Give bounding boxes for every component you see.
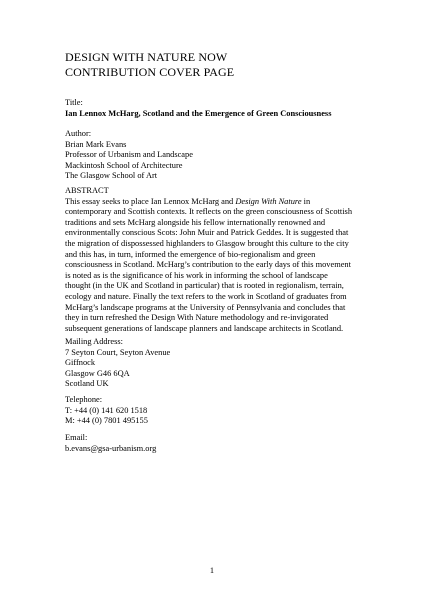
telephone-mobile: M: +44 (0) 7801 495155	[65, 416, 148, 426]
email-address[interactable]: b.evans@gsa-urbanism.org	[65, 443, 157, 453]
abstract-line-1-italic: Design With Nature	[235, 196, 302, 206]
abstract-line-1-end: in	[301, 196, 311, 206]
abstract-line: the migration of dispossessed highlanders to Glasgow brought this culture to the city	[65, 238, 349, 248]
email-section	[65, 433, 365, 454]
mailing-city: Glasgow G46 6QA	[65, 368, 130, 378]
page-number: 1	[209, 566, 215, 575]
author-section	[65, 129, 365, 182]
title-value: Ian Lennox McHarg, Scotland and the Emergence of Green Consciousness	[65, 108, 332, 118]
telephone-section	[65, 395, 365, 427]
mailing-section	[65, 337, 365, 390]
abstract-line: consciousness in Scotland. McHarg’s contribution to the early days of this movement	[65, 260, 351, 270]
abstract-label: ABSTRACT	[65, 186, 109, 195]
abstract-line: and this has, in turn, informed the emergence of bio-regionalism and green	[65, 249, 316, 259]
title-section	[65, 98, 365, 119]
telephone-label: Telephone:	[65, 395, 103, 404]
heading-line-1: DESIGN WITH NATURE NOW	[65, 50, 228, 64]
abstract-line-1-start: This essay seeks to place Ian Lennox McHarg and	[65, 196, 236, 206]
abstract-line: is noted as is the significance of his work in informing the school of landscape	[65, 270, 328, 280]
abstract-line: they in turn refreshed the Design With Nature methodology and re-invigorated	[65, 313, 329, 323]
author-position: Professor of Urbanism and Landscape	[65, 150, 193, 160]
abstract-line: environmentally conscious Scots: John Muir and Patrick Geddes. It is suggested that	[65, 228, 349, 238]
abstract-text	[65, 197, 363, 335]
mailing-town: Giffnock	[65, 358, 96, 368]
heading-line-2: CONTRIBUTION COVER PAGE	[65, 65, 235, 79]
author-label: Author:	[65, 129, 92, 138]
email-label: Email:	[65, 433, 88, 442]
title-label: Title:	[65, 98, 83, 107]
abstract-line: traditions and sets McHarg alongside his fellow internationally renowned and	[65, 217, 326, 227]
abstract-section	[65, 186, 365, 334]
author-institution: The Glasgow School of Art	[65, 171, 158, 181]
telephone-landline: T: +44 (0) 141 620 1518	[65, 405, 148, 415]
mailing-country: Scotland UK	[65, 379, 109, 389]
mailing-street: 7 Seyton Court, Seyton Avenue	[65, 347, 171, 357]
abstract-line: thought (in the UK and Scotland in particular) that is rooted in regionalism, terrain,	[65, 281, 344, 291]
abstract-line: contemporary and Scottish contexts. It reflects on the green consciousness of Scottish	[65, 207, 353, 217]
author-name: Brian Mark Evans	[65, 139, 127, 149]
mailing-label: Mailing Address:	[65, 337, 123, 346]
document-heading	[65, 50, 234, 80]
author-school: Mackintosh School of Architecture	[65, 160, 183, 170]
abstract-line	[65, 197, 363, 208]
abstract-line: McHarg’s landscape programs at the University of Pennsylvania and concludes that	[65, 302, 346, 312]
abstract-line: subsequent generations of landscape planners and landscape architects in Scotland.	[65, 323, 344, 333]
abstract-line: ecology and nature. Finally the text refers to the work in Scotland of graduates from	[65, 291, 347, 301]
